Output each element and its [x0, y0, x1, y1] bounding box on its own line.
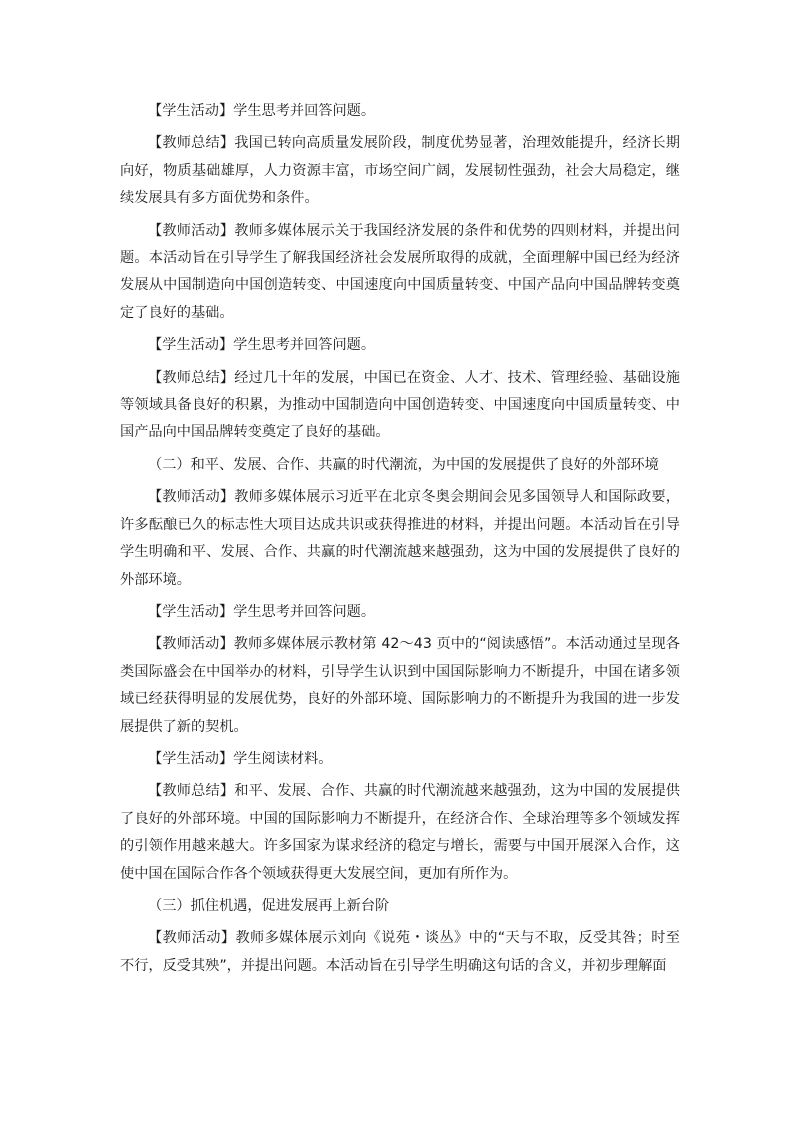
paragraph-student-activity-2: 【学生活动】学生思考并回答问题。: [148, 337, 376, 354]
paragraph-student-activity-4: 【学生活动】学生阅读材料。: [148, 750, 333, 767]
paragraph-student-activity-1: 【学生活动】学生思考并回答问题。: [148, 103, 376, 119]
paragraph-teacher-summary-3: 【教师总结】和平、发展、合作、共赢的时代潮流越来越强劲，这为中国的发展提供了良好的外部环境。中国的国际影响力不断提升，在经济合作、全球治理等多个领域发挥的引领作用越来越大。许多国家为谋求经济的稳定与增长，需要与中国开展深入合作，这使中国在国际合作各个领域获得更大发展空间，更加有所作为。: [120, 783, 680, 882]
document-page: [120, 98, 680, 985]
paragraph-teacher-summary-1: 【教师总结】我国已转向高质量发展阶段，制度优势显著，治理效能提升，经济长期向好，物质基础雄厚，人力资源丰富，市场空间广阔，发展韧性强劲，社会大局稳定，继续发展具有多方面优势和条件。: [120, 135, 680, 207]
paragraph-teacher-activity-4: 【教师活动】教师多媒体展示刘向《说苑・谈丛》中的“天与不取，反受其咎；时至不行，反受其殃”，并提出问题。本活动旨在引导学生明确这句话的含义，并初步理解面: [120, 930, 680, 974]
section-heading-3: （三）抓住机遇，促进发展再上新台阶: [148, 897, 390, 914]
paragraph-teacher-activity-3: 【教师活动】教师多媒体展示教材第 42～43 页中的“阅读感悟”。本活动通过呈现各类国际盛会在中国举办的材料，引导学生认识到中国国际影响力不断提升，中国在诸多领域已经获得明显的发展优势，良好的外部环境、国际影响力的不断提升为我国的进一步发展提供了新的契机。: [120, 636, 680, 735]
paragraph-teacher-activity-2: 【教师活动】教师多媒体展示习近平在北京冬奥会期间会见多国领导人和国际政要，许多酝酿已久的标志性大项目达成共识或获得推进的材料，并提出问题。本活动旨在引导学生明确和平、发展、合作、共赢的时代潮流越来越强劲，这为中国的发展提供了良好的外部环境。: [120, 489, 680, 588]
section-heading-2: （二）和平、发展、合作、共赢的时代潮流，为中国的发展提供了良好的外部环境: [148, 456, 659, 473]
paragraph-teacher-activity-1: 【教师活动】教师多媒体展示关于我国经济发展的条件和优势的四则材料，并提出问题。本活动旨在引导学生了解我国经济社会发展所取得的成就，全面理解中国已经为经济发展从中国制造向中国创造转变、中国速度向中国质量转变、中国产品向中国品牌转变奠定了良好的基础。: [120, 222, 680, 321]
paragraph-teacher-summary-2: 【教师总结】经过几十年的发展，中国已在资金、人才、技术、管理经验、基础设施等领域具备良好的积累，为推动中国制造向中国创造转变、中国速度向中国质量转变、中国产品向中国品牌转变奠定了良好的基础。: [120, 369, 680, 441]
paragraph-student-activity-3: 【学生活动】学生思考并回答问题。: [148, 603, 376, 620]
